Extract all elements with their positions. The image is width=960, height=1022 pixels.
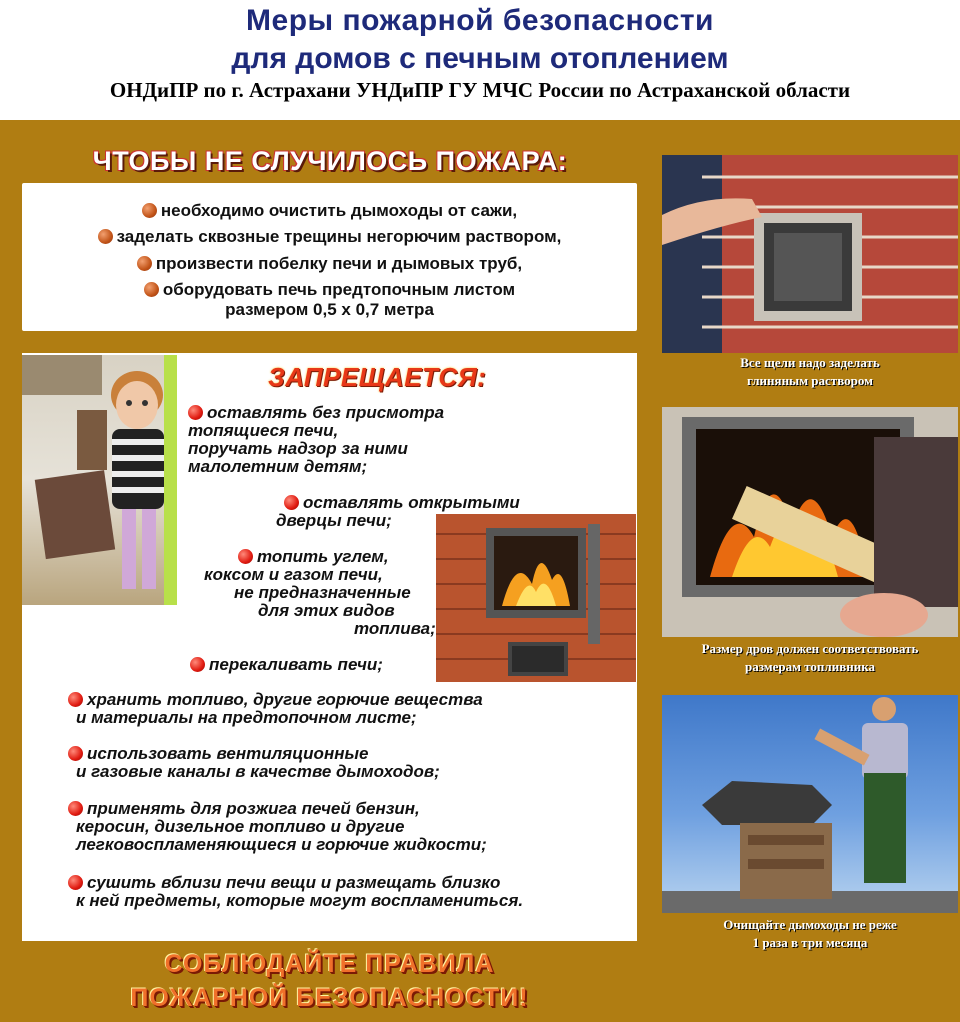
stove-with-fire-photo <box>436 514 636 682</box>
bullet-icon <box>188 405 203 420</box>
bullet-icon <box>68 875 83 890</box>
bullet-icon <box>98 229 113 244</box>
forbidden-item-line: для этих видов <box>258 601 395 620</box>
forbidden-item: применять для розжига печей бензин, <box>68 800 420 817</box>
forbidden-item: топить углем, <box>238 548 389 565</box>
title-line1: Меры пожарной безопасности <box>246 4 714 37</box>
forbidden-heading: ЗАПРЕЩАЕТСЯ: <box>268 362 487 392</box>
brick-stove-repair-photo <box>662 155 958 353</box>
prevent-item: необходимо очистить дымоходы от сажи, <box>22 201 637 221</box>
forbidden-item-line: малолетним детям; <box>188 457 368 476</box>
forbidden-item: оставлять открытыми <box>284 494 520 511</box>
child-near-stove-photo <box>22 355 177 605</box>
forbidden-item: перекаливать печи; <box>190 656 383 673</box>
title-line2: для домов с печным отоплением <box>231 42 729 75</box>
forbidden-item-line: дверцы печи; <box>276 511 392 530</box>
forbidden-item-line: топящиеся печи, <box>188 421 339 440</box>
slogan-line1: СОБЛЮДАЙТЕ ПРАВИЛА <box>164 950 495 978</box>
forbidden-item-line: поручать надзор за ними <box>188 439 408 458</box>
prevent-item: оборудовать печь предтопочным листом <box>22 280 637 300</box>
bullet-icon <box>284 495 299 510</box>
brick-photo-illustration <box>662 155 958 353</box>
firewood-caption: Размер дров должен соответствовать размерам топливника <box>701 641 919 674</box>
forbidden-item: хранить топливо, другие горючие вещества <box>68 691 483 708</box>
forbidden-item-line: топлива; <box>354 619 436 638</box>
fire-photo-illustration <box>662 407 958 637</box>
chimney-photo-illustration <box>662 695 958 913</box>
child-photo-illustration <box>22 355 177 605</box>
chimney-caption: Очищайте дымоходы не реже 1 раза в три месяца <box>723 917 897 950</box>
header <box>0 0 960 118</box>
prevent-heading: ЧТОБЫ НЕ СЛУЧИЛОСЬ ПОЖАРА: <box>92 146 568 176</box>
forbidden-item-line: коксом и газом печи, <box>204 565 383 584</box>
subtitle: ОНДиПР по г. Астрахани УНДиПР ГУ МЧС России по Астраханской области <box>109 78 851 102</box>
forbidden-item-line: и материалы на предтопочном листе; <box>76 708 417 727</box>
bullet-icon <box>144 282 159 297</box>
forbidden-item-line: легковоспламеняющиеся и горючие жидкости; <box>76 835 487 854</box>
prevent-item: произвести побелку печи и дымовых труб, <box>22 254 637 274</box>
forbidden-item-line: не предназначенные <box>234 583 411 602</box>
bullet-icon <box>238 549 253 564</box>
brick-caption: Все щели надо заделать глиняным раствором <box>740 355 880 388</box>
bullet-icon <box>68 692 83 707</box>
forbidden-item: сушить вблизи печи вещи и размещать близко <box>68 874 500 891</box>
chimney-cleaning-photo <box>662 695 958 913</box>
firewood-in-firebox-photo <box>662 407 958 637</box>
bullet-icon <box>142 203 157 218</box>
bullet-icon <box>137 256 152 271</box>
prevent-item: заделать сквозные трещины негорючим раствором, <box>22 227 637 247</box>
prevent-box <box>22 183 637 331</box>
prevent-item-continuation: размером 0,5 х 0,7 метра <box>225 300 434 319</box>
bullet-icon <box>68 746 83 761</box>
slogan-line2: ПОЖАРНОЙ БЕЗОПАСНОСТИ! <box>130 984 529 1012</box>
forbidden-item-line: и газовые каналы в качестве дымоходов; <box>76 762 440 781</box>
forbidden-item-line: керосин, дизельное топливо и другие <box>76 817 405 836</box>
forbidden-item: оставлять без присмотра <box>188 404 444 421</box>
forbidden-item-line: к ней предметы, которые могут воспламениться. <box>76 891 524 910</box>
bullet-icon <box>68 801 83 816</box>
bullet-icon <box>190 657 205 672</box>
stove-photo-illustration <box>436 514 636 682</box>
forbidden-item: использовать вентиляционные <box>68 745 368 762</box>
